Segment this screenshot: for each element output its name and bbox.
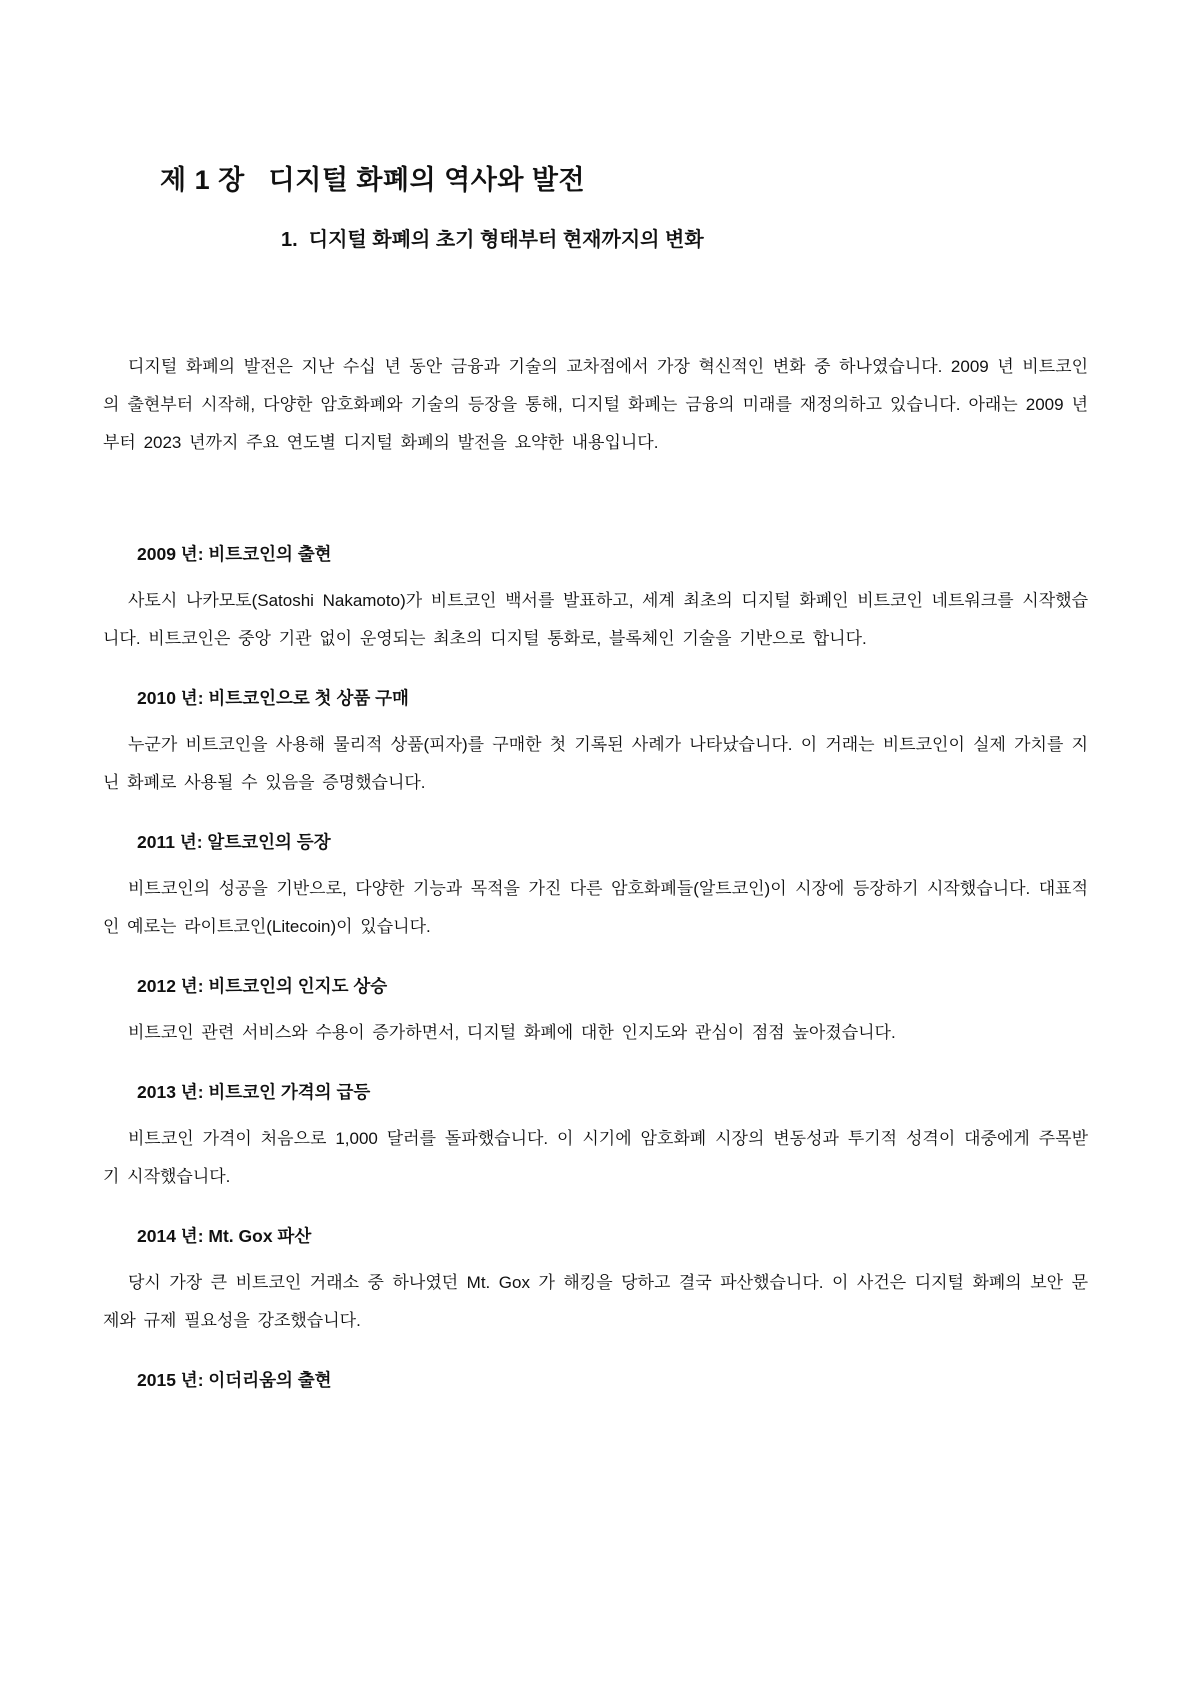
timeline-entry-2014 [103,1224,1088,1340]
entry-heading-2015: 2015 년: 이더리움의 출현 [137,1370,332,1390]
entry-body-2013: 비트코인 가격이 처음으로 1,000 달러를 돌파했습니다. 이 시기에 암호화폐 시장의 변동성과 투기적 성격이 대중에게 주목받기 시작했습니다. [103,1129,1088,1186]
entry-body-2010: 누군가 비트코인을 사용해 물리적 상품(피자)를 구매한 첫 기록된 사례가 나타났습니다. 이 거래는 비트코인이 실제 가치를 지닌 화폐로 사용될 수 있음을 증명했습니다. [103,735,1088,792]
entry-heading-2014: 2014 년: Mt. Gox 파산 [137,1226,312,1246]
intro-paragraph: 디지털 화폐의 발전은 지난 수십 년 동안 금융과 기술의 교차점에서 가장 혁신적인 변화 중 하나였습니다. 2009 년 비트코인의 출현부터 시작해, 다양한 암호화폐와 기술의 등장을 통해, 디지털 화폐는 금융의 미래를 재정의하고 있습니다. 아래는 2009 년부터 2023 년까지 주요 연도별 디지털 화폐의 발전을 요약한 내용입니다. [103,357,1088,452]
timeline-entry-2010 [103,686,1088,802]
entry-heading-2009: 2009 년: 비트코인의 출현 [137,544,332,564]
chapter-title: 제 1 장 디지털 화폐의 역사와 발전 [160,165,586,195]
timeline-entry-2011 [103,830,1088,946]
entry-body-2011: 비트코인의 성공을 기반으로, 다양한 기능과 목적을 가진 다른 암호화폐들(알트코인)이 시장에 등장하기 시작했습니다. 대표적인 예로는 라이트코인(Litecoin)이 있습니다. [103,879,1088,936]
entry-heading-2012: 2012 년: 비트코인의 인지도 상승 [137,976,388,996]
entry-body-2012: 비트코인 관련 서비스와 수용이 증가하면서, 디지털 화폐에 대한 인지도와 관심이 점점 높아졌습니다. [128,1023,896,1042]
timeline-entry-2013 [103,1080,1088,1196]
entry-body-2014: 당시 가장 큰 비트코인 거래소 중 하나였던 Mt. Gox 가 해킹을 당하고 결국 파산했습니다. 이 사건은 디지털 화폐의 보안 문제와 규제 필요성을 강조했습니다. [103,1273,1088,1330]
timeline-entry-2015 [103,1368,1088,1392]
timeline-entry-2009 [103,542,1088,658]
entry-heading-2010: 2010 년: 비트코인으로 첫 상품 구매 [137,688,409,708]
section-title: 1. 디지털 화폐의 초기 형태부터 현재까지의 변화 [281,229,704,251]
entry-heading-2013: 2013 년: 비트코인 가격의 급등 [137,1082,371,1102]
entry-body-2009: 사토시 나카모토(Satoshi Nakamoto)가 비트코인 백서를 발표하고, 세계 최초의 디지털 화폐인 비트코인 네트워크를 시작했습니다. 비트코인은 중앙 기관 없이 운영되는 최초의 디지털 통화로, 블록체인 기술을 기반으로 합니다. [103,591,1088,648]
entry-heading-2011: 2011 년: 알트코인의 등장 [137,832,331,852]
timeline-entry-2012 [103,974,1088,1052]
